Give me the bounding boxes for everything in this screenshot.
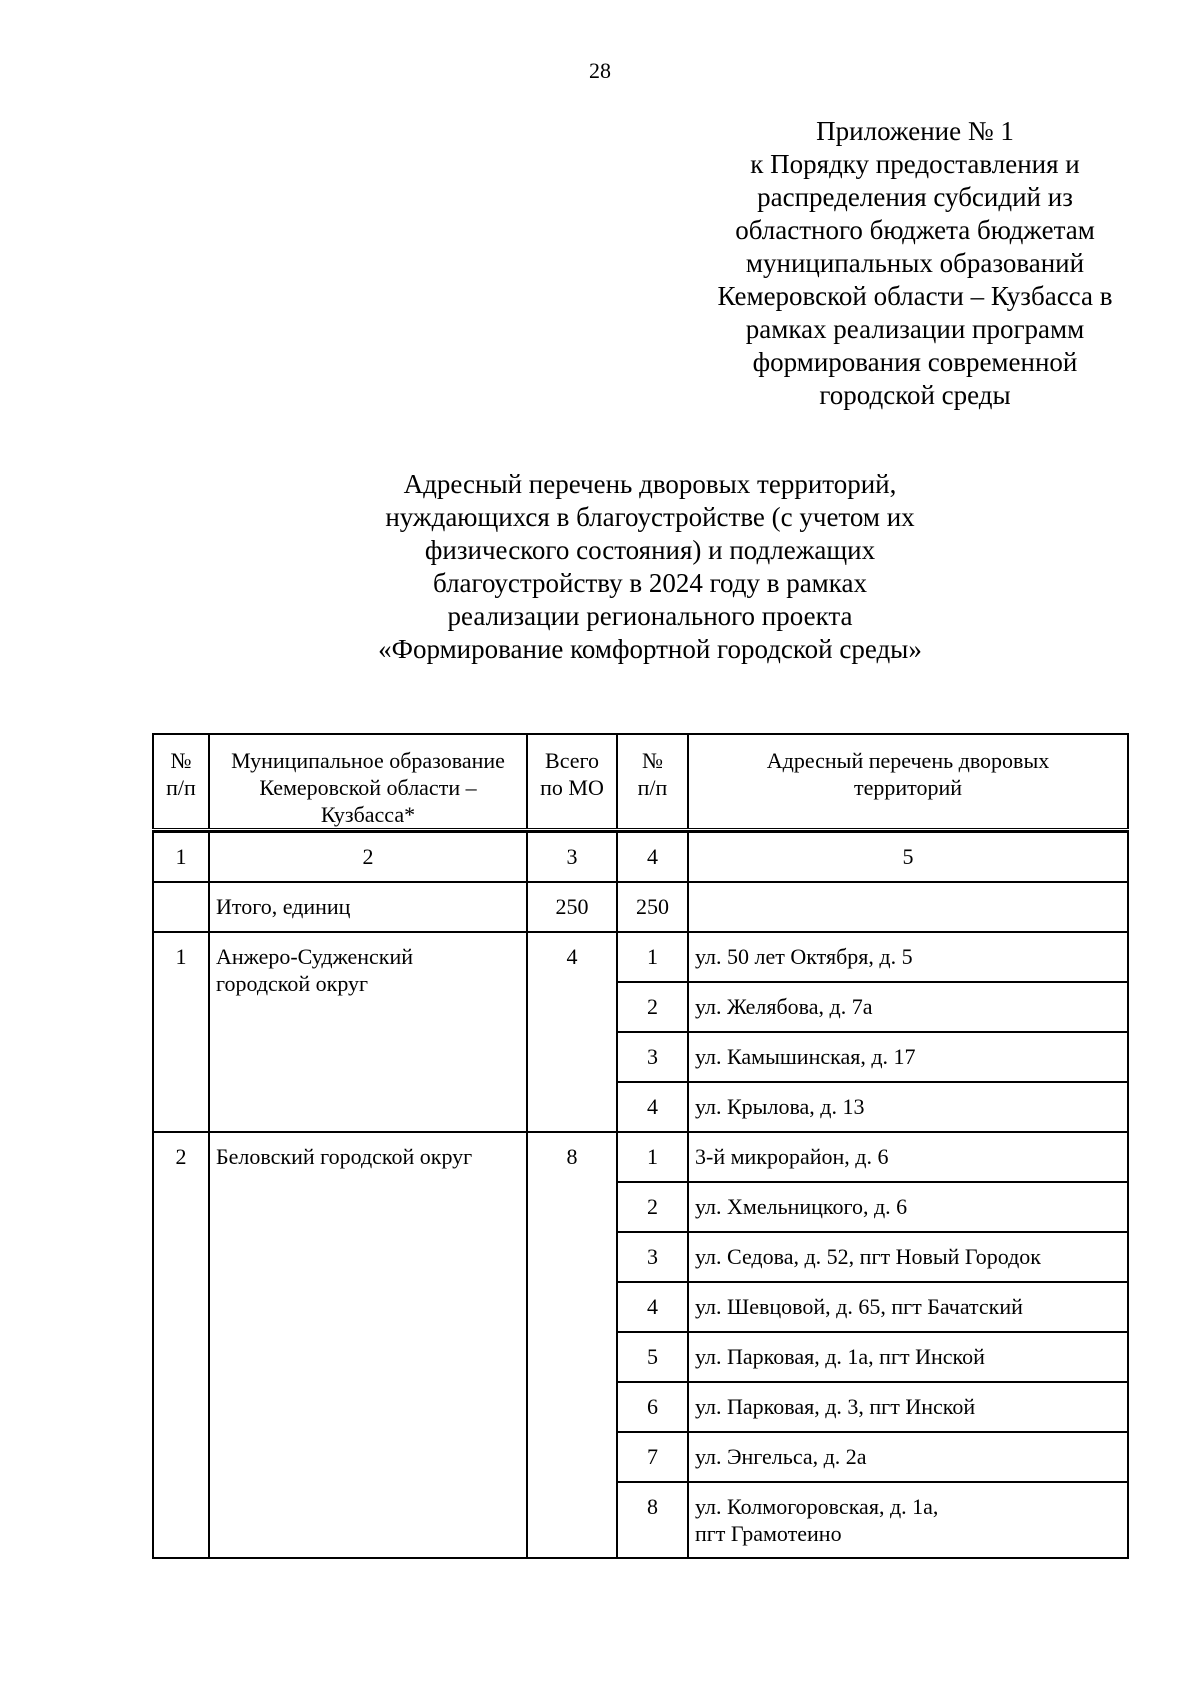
title-line: реализации регионального проекта [447, 601, 853, 631]
column-number: 5 [688, 832, 1128, 882]
title-line: Адресный перечень дворовых территорий, [403, 469, 897, 499]
address-num: 2 [617, 1182, 688, 1232]
total-count: 250 [617, 882, 688, 932]
document-title [250, 468, 1050, 666]
title-line: «Формирование комфортной городской среды» [378, 634, 922, 664]
address-text: ул. Парковая, д. 1а, пгт Инской [688, 1332, 1128, 1382]
address-num: 8 [617, 1482, 688, 1558]
address-num: 4 [617, 1082, 688, 1132]
address-text: 3-й микрорайон, д. 6 [688, 1132, 1128, 1182]
column-number: 4 [617, 832, 688, 882]
address-table [152, 733, 1129, 1559]
address-num: 4 [617, 1282, 688, 1332]
address-text: ул. Энгельса, д. 2а [688, 1432, 1128, 1482]
header-total: Всего по МО [527, 734, 617, 830]
appendix-line: областного бюджета бюджетам [735, 215, 1095, 245]
address-num: 5 [617, 1332, 688, 1382]
appendix-line: городской среды [819, 380, 1011, 410]
group-total: 4 [527, 932, 617, 1132]
column-number: 2 [209, 832, 527, 882]
total-value: 250 [527, 882, 617, 932]
group-num: 1 [153, 932, 209, 1132]
address-num: 6 [617, 1382, 688, 1432]
page-number: 28 [589, 58, 611, 83]
column-number: 1 [153, 832, 209, 882]
group-num: 2 [153, 1132, 209, 1558]
address-text: ул. Хмельницкого, д. 6 [688, 1182, 1128, 1232]
address-num: 3 [617, 1032, 688, 1082]
header-subnum: № п/п [617, 734, 688, 830]
appendix-header [700, 115, 1130, 412]
address-text: ул. Парковая, д. 3, пгт Инской [688, 1382, 1128, 1432]
total-label: Итого, единиц [209, 882, 527, 932]
table-header-row [153, 734, 1128, 830]
address-num: 1 [617, 1132, 688, 1182]
address-text: ул. Крылова, д. 13 [688, 1082, 1128, 1132]
column-number-row [153, 832, 1128, 882]
total-row [153, 882, 1128, 932]
address-text: ул. Седова, д. 52, пгт Новый Городок [688, 1232, 1128, 1282]
appendix-line: формирования современной [752, 347, 1078, 377]
appendix-line: Кемеровской области – Кузбасса в [717, 281, 1113, 311]
group-total: 8 [527, 1132, 617, 1558]
column-number: 3 [527, 832, 617, 882]
header-municipality: Муниципальное образование Кемеровской области – Кузбасса* [209, 734, 527, 830]
appendix-line: Приложение № 1 [816, 116, 1014, 146]
address-text: ул. Колмогоровская, д. 1а, пгт Грамотеино [688, 1482, 1128, 1558]
group-municipality: Анжеро-Судженский городской округ [209, 932, 527, 1132]
address-num: 7 [617, 1432, 688, 1482]
header-num: № п/п [153, 734, 209, 830]
address-num: 3 [617, 1232, 688, 1282]
appendix-line: муниципальных образований [745, 248, 1085, 278]
table-row [153, 1132, 1128, 1182]
address-text: ул. 50 лет Октября, д. 5 [688, 932, 1128, 982]
header-addresses: Адресный перечень дворовых территорий [688, 734, 1128, 830]
address-text: ул. Камышинская, д. 17 [688, 1032, 1128, 1082]
appendix-line: рамках реализации программ [745, 314, 1085, 344]
address-text: ул. Шевцовой, д. 65, пгт Бачатский [688, 1282, 1128, 1332]
appendix-line: распределения субсидий из [757, 182, 1073, 212]
title-line: нуждающихся в благоустройстве (с учетом их [385, 502, 915, 532]
address-num: 1 [617, 932, 688, 982]
title-line: благоустройству в 2024 году в рамках [433, 568, 867, 598]
appendix-line: к Порядку предоставления и [750, 149, 1080, 179]
group-municipality: Беловский городской округ [209, 1132, 527, 1558]
address-text: ул. Желябова, д. 7а [688, 982, 1128, 1032]
address-num: 2 [617, 982, 688, 1032]
title-line: физического состояния) и подлежащих [424, 535, 876, 565]
table-row [153, 932, 1128, 982]
